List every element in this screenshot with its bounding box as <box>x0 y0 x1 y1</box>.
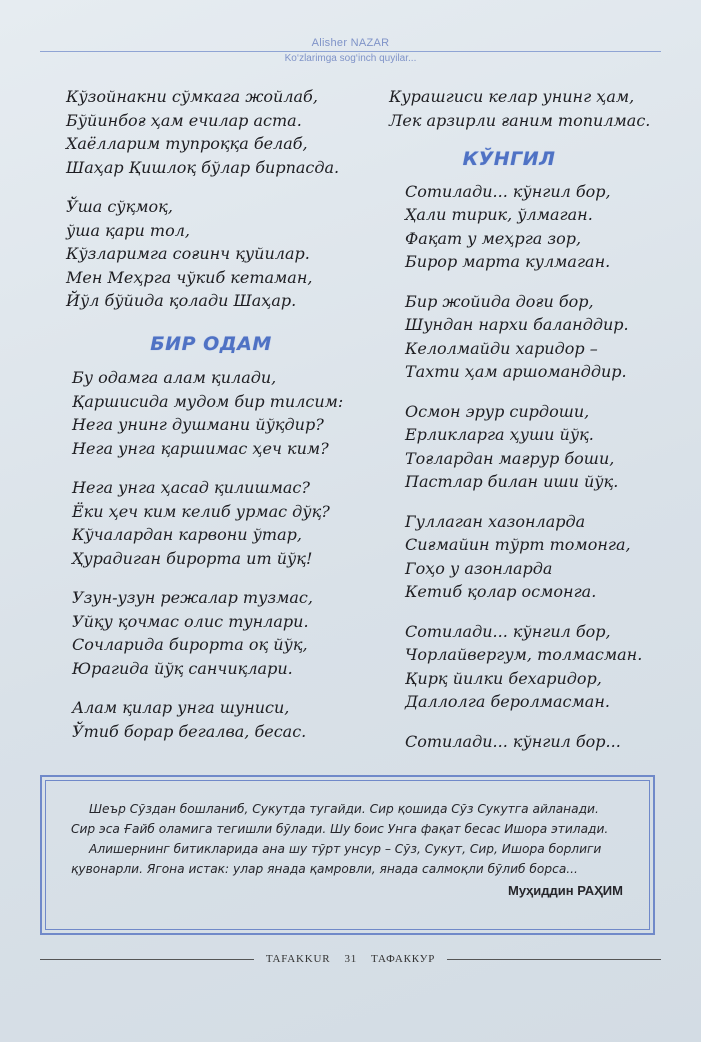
footer-rule-right <box>447 959 661 960</box>
verse-line: Ҳали тирик, ўлмаган. <box>405 205 593 224</box>
verse-line: Сотилади... кўнгил бор, <box>405 181 611 201</box>
stanza <box>72 696 366 743</box>
commentary-box <box>40 775 655 935</box>
stanza <box>405 180 679 274</box>
commentary-inner <box>45 780 650 930</box>
verse-line: Шаҳар Қишлоқ бўлар бирпасда. <box>66 157 340 177</box>
poem-title: КЎНГИЛ <box>462 148 556 170</box>
verse-line: Чорлайвергум, толмасман. <box>405 645 643 664</box>
running-header <box>40 37 661 64</box>
verse-line: Сотилади... кўнгил бор... <box>405 731 621 751</box>
verse-line: Сочларида бирорта оқ йўқ, <box>72 635 308 654</box>
poem-title: БИР ОДАМ <box>150 332 272 355</box>
footer-magazine-latin: TAFAKKUR <box>265 953 331 965</box>
verse-line: Бир жойида доғи бор, <box>405 291 594 311</box>
verse-line: Алам қилар унга шуниси, <box>72 698 290 717</box>
verse-line: Нега унинг душмани йўқдир? <box>72 415 324 434</box>
verse-line: Осмон эрур сирдоши, <box>405 401 590 421</box>
verse-line: Юрагида йўқ санчиқлари. <box>72 658 293 678</box>
right-column <box>389 85 679 769</box>
verse-line: ўша қари тол, <box>66 220 190 240</box>
verse-line: Кетиб қолар осмонга. <box>405 582 597 601</box>
header-rule <box>40 51 661 52</box>
verse-line: Нега унга ҳасад қилишмас? <box>72 478 310 497</box>
verse-line: Мен Меҳрга чўкиб кетаман, <box>66 267 313 287</box>
verse-line: Даллолга беролмасман. <box>405 692 610 711</box>
verse-line: Ҳурадиган бирорта ит йўқ! <box>72 548 313 568</box>
stanza <box>405 510 679 604</box>
left-column <box>66 85 366 759</box>
header-author: Alisher NAZAR <box>311 37 390 49</box>
verse-line: Пастлар билан иши йўқ. <box>405 472 619 491</box>
verse-line: Сотилади... кўнгил бор, <box>405 621 611 641</box>
stanza <box>405 620 679 714</box>
verse-line: Йўл бўйида қолади Шаҳар. <box>66 291 297 310</box>
verse-line: Бу одамга алам қилади, <box>72 368 277 387</box>
stanza <box>389 85 679 132</box>
verse-line: Гуллаган хазонларда <box>405 511 586 531</box>
verse-line: Ерликларга ҳуши йўқ. <box>405 425 594 444</box>
verse-line: Бирор марта кулмаган. <box>405 252 611 271</box>
verse-line: Ўтиб борар бегалва, бесас. <box>72 721 307 741</box>
verse-line: Сиғмайин тўрт томонга, <box>405 535 631 554</box>
verse-line: Курашгиси келар унинг ҳам, <box>389 87 635 106</box>
footer-rule-left <box>40 959 254 960</box>
stanza <box>66 195 366 313</box>
page-number: 31 <box>344 953 358 965</box>
verse-line: Тоғлардан мағрур боши, <box>405 448 615 468</box>
verse-line: Нега унга қаршимас ҳеч ким? <box>72 438 329 458</box>
footer-magazine-cyrillic: ТАФАККУР <box>371 953 436 965</box>
verse-line: Хаёлларим тупроққа белаб, <box>66 134 308 153</box>
verse-line: Гоҳо у азонларда <box>405 558 553 578</box>
verse-line: Лек арзирли ғаним топилмас. <box>389 110 651 130</box>
verse-line: Ёки ҳеч ким келиб урмас дўқ? <box>72 501 330 521</box>
verse-line: Уйқу қочмас олис тунлари. <box>72 611 309 631</box>
verse-line: Келолмайди харидор – <box>405 338 598 358</box>
verse-line: Ўша сўқмоқ, <box>66 197 173 216</box>
verse-line: Фақат у меҳрга зор, <box>405 228 582 248</box>
verse-line: Қаршисида мудом бир тилсим: <box>72 391 344 411</box>
stanza <box>72 366 366 460</box>
stanza <box>72 476 366 570</box>
verse-line: Кўзларимга соғинч қуйилар. <box>66 244 310 263</box>
stanza <box>405 400 679 494</box>
verse-line: Кўчалардан карвони ўтар, <box>72 525 302 544</box>
verse-line: Кўзойнакни сўмкага жойлаб, <box>66 87 318 106</box>
commentary-author: Муҳиддин РАҲИМ <box>507 883 623 898</box>
stanza <box>72 586 366 680</box>
verse-line: Узун-узун режалар тузмас, <box>72 588 313 607</box>
verse-line: Тахти ҳам аршоманддир. <box>405 362 627 381</box>
stanza <box>66 85 366 179</box>
footer-text <box>266 953 435 965</box>
verse-line: Шундан нархи баланддир. <box>405 315 629 334</box>
commentary-paragraph: Алишернинг битикларида ана шу тўрт унсур – Сўз, Сукут, Сир, Ишора борлиги қувонарли. Ягона истак: улар янада қамровли, янада салмоқли бўлиб борса... <box>71 842 602 876</box>
stanza <box>405 730 679 754</box>
page-footer <box>40 953 661 965</box>
commentary-paragraph: Шеър Сўздан бошланиб, Сукутда тугайди. Сир қошида Сўз Сукутга айланади. Сир эса Ғайб оламига тегишли бўлади. Шу боис Унга фақат бесас Ишора этилади. <box>71 802 609 836</box>
header-subtitle: Ko‘zlarimga sog‘inch quyilar... <box>284 53 417 64</box>
verse-line: Бўйинбоғ ҳам ечилар аста. <box>66 110 302 130</box>
stanza <box>405 290 679 384</box>
verse-line: Қирқ йилки бехаридор, <box>405 668 602 688</box>
